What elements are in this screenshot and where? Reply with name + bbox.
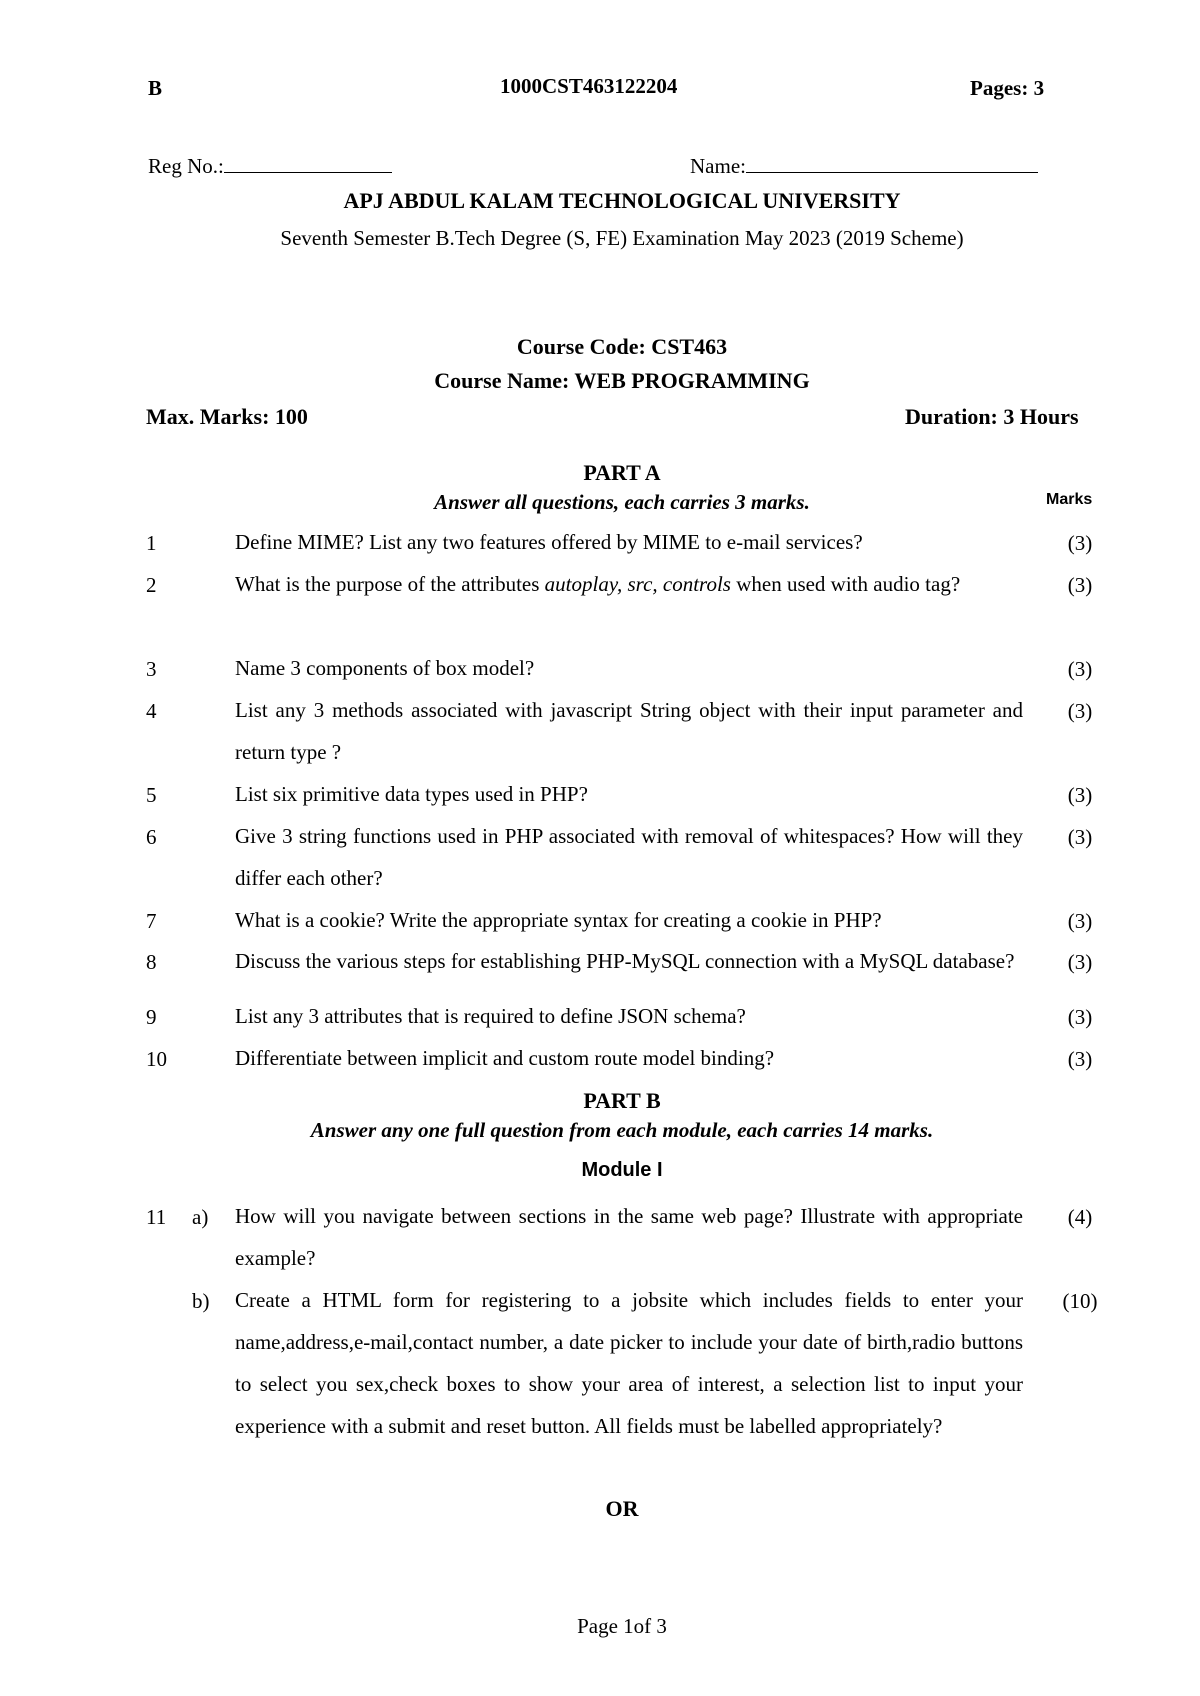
question-marks: (3) bbox=[1067, 825, 1093, 849]
question-text: Name 3 components of box model? bbox=[235, 656, 535, 680]
question-number: 11 bbox=[146, 1205, 167, 1229]
question-number: 9 bbox=[146, 1005, 157, 1029]
name-label: Name: bbox=[690, 154, 746, 178]
question-marks: (3) bbox=[1067, 909, 1093, 933]
question-number: 10 bbox=[146, 1047, 167, 1071]
question-number: 2 bbox=[146, 573, 157, 597]
question-marks: (3) bbox=[1067, 1005, 1093, 1029]
question-marks: (3) bbox=[1067, 783, 1093, 807]
series-code: B bbox=[148, 76, 163, 100]
module-title: Module I bbox=[581, 1159, 663, 1181]
question-number: 4 bbox=[146, 699, 157, 723]
question-text: List six primitive data types used in PHP? bbox=[235, 782, 588, 806]
question-text: What is a cookie? Write the appropriate syntax for creating a cookie in PHP? bbox=[235, 908, 882, 932]
question-marks: (4) bbox=[1067, 1205, 1093, 1229]
question-text: How will you navigate between sections in the same web page? Illustrate with appropriate example? bbox=[235, 1204, 1023, 1270]
university-title: APJ ABDUL KALAM TECHNOLOGICAL UNIVERSITY bbox=[343, 188, 901, 213]
reg-no-blank bbox=[224, 172, 392, 173]
reg-no-label: Reg No.: bbox=[148, 154, 224, 178]
question-text: Differentiate between implicit and custom route model binding? bbox=[235, 1046, 775, 1070]
duration: Duration: 3 Hours bbox=[905, 404, 1079, 429]
name-blank bbox=[746, 172, 1038, 173]
reg-no-field bbox=[148, 154, 392, 179]
paper-code: 1000CST463122204 bbox=[500, 74, 678, 98]
question-number: 5 bbox=[146, 783, 157, 807]
question-text: What is the purpose of the attributes autoplay, src, controls when used with audio tag? bbox=[235, 572, 961, 596]
page-count: Pages: 3 bbox=[970, 76, 1045, 100]
question-number: 6 bbox=[146, 825, 157, 849]
question-text: List any 3 attributes that is required to define JSON schema? bbox=[235, 1004, 746, 1028]
part-a-title: PART A bbox=[583, 460, 661, 485]
exam-title: Seventh Semester B.Tech Degree (S, FE) Examination May 2023 (2019 Scheme) bbox=[280, 226, 964, 250]
question-text: Create a HTML form for registering to a jobsite which includes fields to enter your name,address,e-mail,contact number, a date picker to include your date of birth,radio buttons to select you sex,check boxes to show your area of interest, a selection list to input your experience with a submit and reset button. All fields must be labelled appropriately? bbox=[235, 1288, 1023, 1438]
or-separator: OR bbox=[605, 1496, 639, 1521]
question-marks: (3) bbox=[1067, 531, 1093, 555]
course-code: Course Code: CST463 bbox=[516, 334, 728, 359]
question-text: Define MIME? List any two features offered by MIME to e-mail services? bbox=[235, 530, 863, 554]
course-name: Course Name: WEB PROGRAMMING bbox=[434, 368, 810, 393]
question-marks: (3) bbox=[1067, 657, 1093, 681]
question-number: 1 bbox=[146, 531, 157, 555]
sub-question-label: a) bbox=[192, 1205, 209, 1229]
question-marks: (10) bbox=[1062, 1289, 1098, 1313]
page-footer: Page 1of 3 bbox=[577, 1614, 667, 1638]
question-number: 3 bbox=[146, 657, 157, 681]
question-marks: (3) bbox=[1067, 1047, 1093, 1071]
question-marks: (3) bbox=[1067, 699, 1093, 723]
part-b-instruction: Answer any one full question from each module, each carries 14 marks. bbox=[310, 1118, 934, 1142]
part-a-instruction: Answer all questions, each carries 3 marks. bbox=[434, 490, 810, 514]
question-marks: (3) bbox=[1067, 573, 1093, 597]
marks-column-header: Marks bbox=[1046, 491, 1093, 508]
question-text: List any 3 methods associated with javascript String object with their input parameter and return type ? bbox=[235, 698, 1023, 764]
question-marks: (3) bbox=[1067, 950, 1093, 974]
name-field bbox=[690, 154, 1038, 179]
sub-question-label: b) bbox=[192, 1289, 210, 1313]
question-number: 8 bbox=[146, 950, 157, 974]
max-marks: Max. Marks: 100 bbox=[146, 404, 308, 429]
question-number: 7 bbox=[146, 909, 157, 933]
part-b-title: PART B bbox=[583, 1088, 661, 1113]
question-text: Discuss the various steps for establishing PHP-MySQL connection with a MySQL database? bbox=[235, 949, 1015, 973]
question-text: Give 3 string functions used in PHP associated with removal of whitespaces? How will they differ each other? bbox=[235, 824, 1023, 890]
